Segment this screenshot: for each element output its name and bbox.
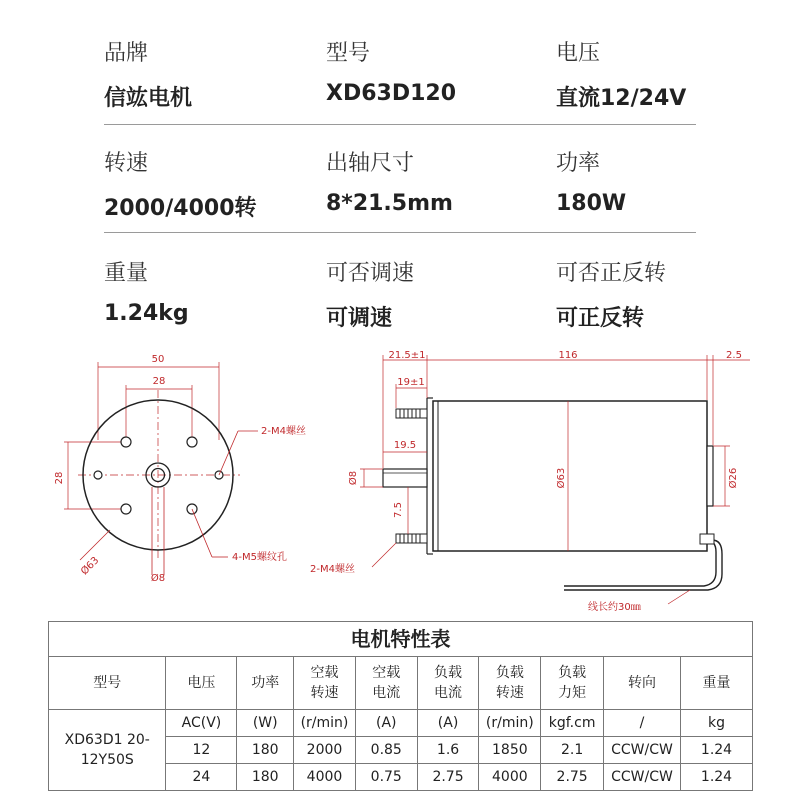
table-cell: 1.24 [680,737,752,764]
header-cell: 空载 电流 [355,657,417,710]
table-cell: 2.1 [541,737,604,764]
header-cell: 功率 [237,657,294,710]
characteristics-table [48,621,753,791]
spec-label: 电压 [556,41,601,66]
spec-value: 可调速 [326,306,393,331]
header-cell: 转向 [604,657,681,710]
spec-value: 1.24kg [104,301,189,326]
table-cell: 0.75 [355,764,417,791]
header-cell: 电压 [166,657,237,710]
spec-label: 转速 [104,151,149,176]
spec-voltage [556,36,686,112]
table-cell: 0.85 [355,737,417,764]
unit-cell: / [604,710,681,737]
rear-boss [707,446,713,506]
side-dim-19-5: 19.5 [393,440,417,451]
front-dim-50: 50 [151,354,165,365]
table-cell: 2000 [294,737,356,764]
spec-value: 信竑电机 [104,86,193,111]
spec-speed-adjustable [326,256,414,332]
spec-reversible [556,256,666,332]
spec-value: 直流12/24V [556,86,687,111]
unit-cell: AC(V) [166,710,237,737]
spec-label: 重量 [104,261,149,286]
spec-label: 型号 [326,41,371,66]
table-cell: 2.75 [417,764,479,791]
spec-value: 180W [556,191,627,216]
spec-power [556,146,626,216]
motor-body [433,401,707,551]
side-view [383,398,722,590]
header-cell: 重量 [680,657,752,710]
spec-label: 可否调速 [326,261,415,286]
header-cell: 型号 [49,657,166,710]
spec-speed [104,146,257,222]
front-dim-28-top: 28 [152,376,166,387]
spec-label: 可否正反转 [556,261,667,286]
shaft [383,469,427,487]
table-title: 电机特性表 [49,622,753,657]
unit-cell: (A) [417,710,479,737]
unit-cell: (W) [237,710,294,737]
unit-cell: kg [680,710,752,737]
spec-model [326,36,456,106]
table-cell: 24 [166,764,237,791]
table-unit-row [49,710,753,737]
side-dim-19-1: 19±1 [397,377,425,388]
spec-value: 2000/4000转 [104,196,257,221]
spec-shaft-size [326,146,453,216]
table-cell: 12 [166,737,237,764]
table-cell: 1850 [479,737,541,764]
front-dia-63: Ø63 [79,555,102,578]
side-wire-note: 线长约30㎜ [588,602,641,613]
side-dim-7-5: 7.5 [393,502,404,518]
model-cell: XD63D1 20- 12Y50S [49,710,166,791]
side-dim-116: 116 [558,350,578,361]
table-cell: 4000 [294,764,356,791]
table-cell: 2.75 [541,764,604,791]
spec-brand [104,36,192,112]
header-cell: 负载 电流 [417,657,479,710]
table-cell: 1.6 [417,737,479,764]
spec-value: 可正反转 [556,306,645,331]
front-note-m4: 2-M4螺丝 [261,426,306,437]
side-note-m4: 2-M4螺丝 [310,564,355,575]
spec-value: XD63D120 [326,81,457,106]
front-dia-8: Ø8 [150,573,166,584]
table-cell: CCW/CW [604,764,681,791]
table-cell: 4000 [479,764,541,791]
mount-holes [94,437,223,514]
front-dim-28-left: 28 [54,471,65,485]
side-dia-26: Ø26 [728,467,739,489]
technical-drawing [0,340,800,620]
spec-label: 品牌 [104,41,149,66]
header-cell: 负载 力矩 [541,657,604,710]
table-cell: CCW/CW [604,737,681,764]
table-header-row [49,657,753,710]
header-cell: 负载 转速 [479,657,541,710]
unit-cell: (r/min) [479,710,541,737]
side-dim-21-5: 21.5±1 [388,350,426,361]
side-dim-2-5: 2.5 [726,350,742,361]
spec-weight [104,256,189,326]
table-cell: 180 [237,764,294,791]
unit-cell: (r/min) [294,710,356,737]
unit-cell: (A) [355,710,417,737]
header-cell: 空载 转速 [294,657,356,710]
spec-label: 出轴尺寸 [326,151,415,176]
table-cell: 1.24 [680,764,752,791]
divider [104,124,696,125]
front-note-m5: 4-M5螺纹孔 [232,552,287,563]
side-dia-8: Ø8 [348,470,359,486]
unit-cell: kgf.cm [541,710,604,737]
table-cell: 180 [237,737,294,764]
divider [104,232,696,233]
spec-value: 8*21.5mm [326,191,453,216]
spec-label: 功率 [556,151,601,176]
side-dia-63: Ø63 [556,467,567,489]
